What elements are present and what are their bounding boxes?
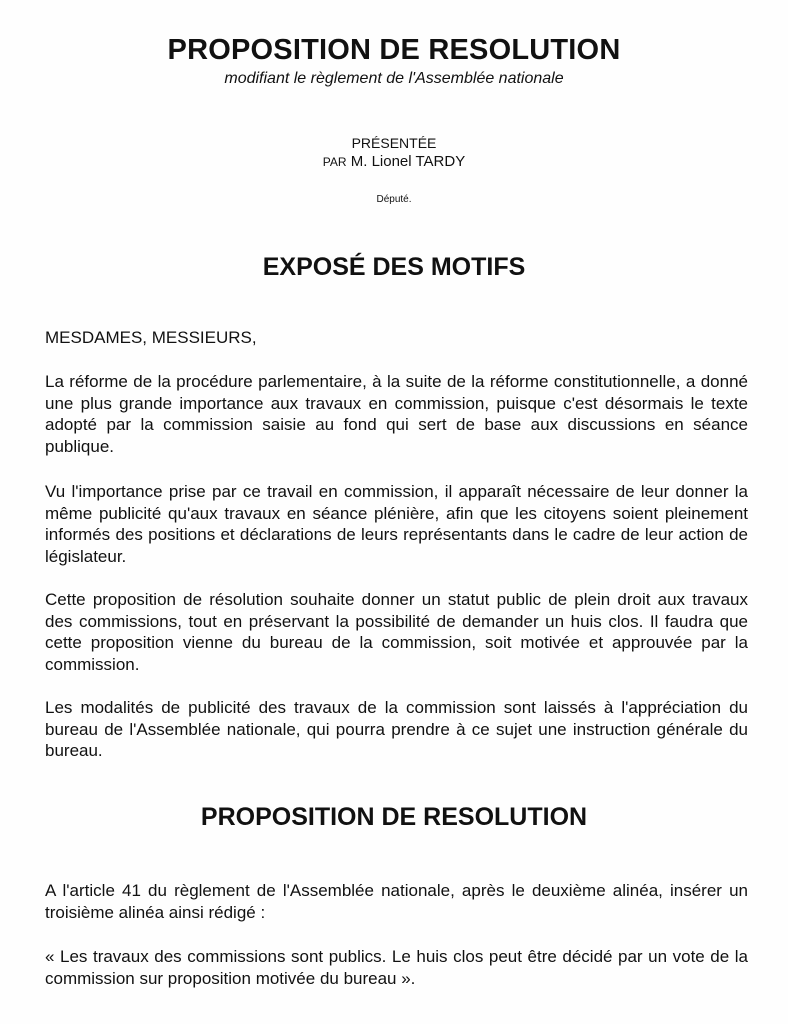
resolution-paragraph-2: « Les travaux des commissions sont publics. Le huis clos peut être décidé par un vote de la commission sur proposition motivée du bureau ». [45,947,748,988]
depute-label: Député. [376,194,412,205]
document-title: PROPOSITION DE RESOLUTION [167,34,621,66]
author-line [0,152,788,172]
expose-paragraph-1: La réforme de la procédure parlementaire, à la suite de la réforme constitutionnelle, a donné une plus grande importance aux travaux en commission, puisque c'est désormais le texte adopté par la commission saisie au fond qui sert de base aux discussions en séance publique. [45,372,748,456]
document-subtitle: modifiant le règlement de l'Assemblée nationale [224,70,564,87]
resolution-heading: PROPOSITION DE RESOLUTION [200,803,588,831]
author-name: M. Lionel TARDY [350,153,466,170]
presentee-label: PRÉSENTÉE [351,135,437,151]
expose-paragraph-4: Les modalités de publicité des travaux de la commission sont laissés à l'appréciation du bureau de l'Assemblée nationale, qui pourra prendre à ce sujet une instruction générale du bureau. [45,698,748,760]
resolution-paragraph-1: A l'article 41 du règlement de l'Assemblée nationale, après le deuxième alinéa, insérer un troisième alinéa ainsi rédigé : [45,881,748,922]
expose-heading: EXPOSÉ DES MOTIFS [262,253,526,281]
expose-paragraph-2: Vu l'importance prise par ce travail en commission, il apparaît nécessaire de leur donner la même publicité qu'aux travaux en séance plénière, afin que les citoyens soient pleinement informés des positions et déclarations de leurs représentants dans le cadre de leur action de législateur. [45,482,748,566]
expose-paragraph-3: Cette proposition de résolution souhaite donner un statut public de plein droit aux travaux des commissions, tout en préservant la possibilité de demander un huis clos. Il faudra que cette proposition vienne du bureau de la commission, soit motivée et approuvée par la commission. [45,590,748,674]
par-label: PAR [322,155,347,169]
salutation: MESDAMES, MESSIEURS, [45,328,257,347]
